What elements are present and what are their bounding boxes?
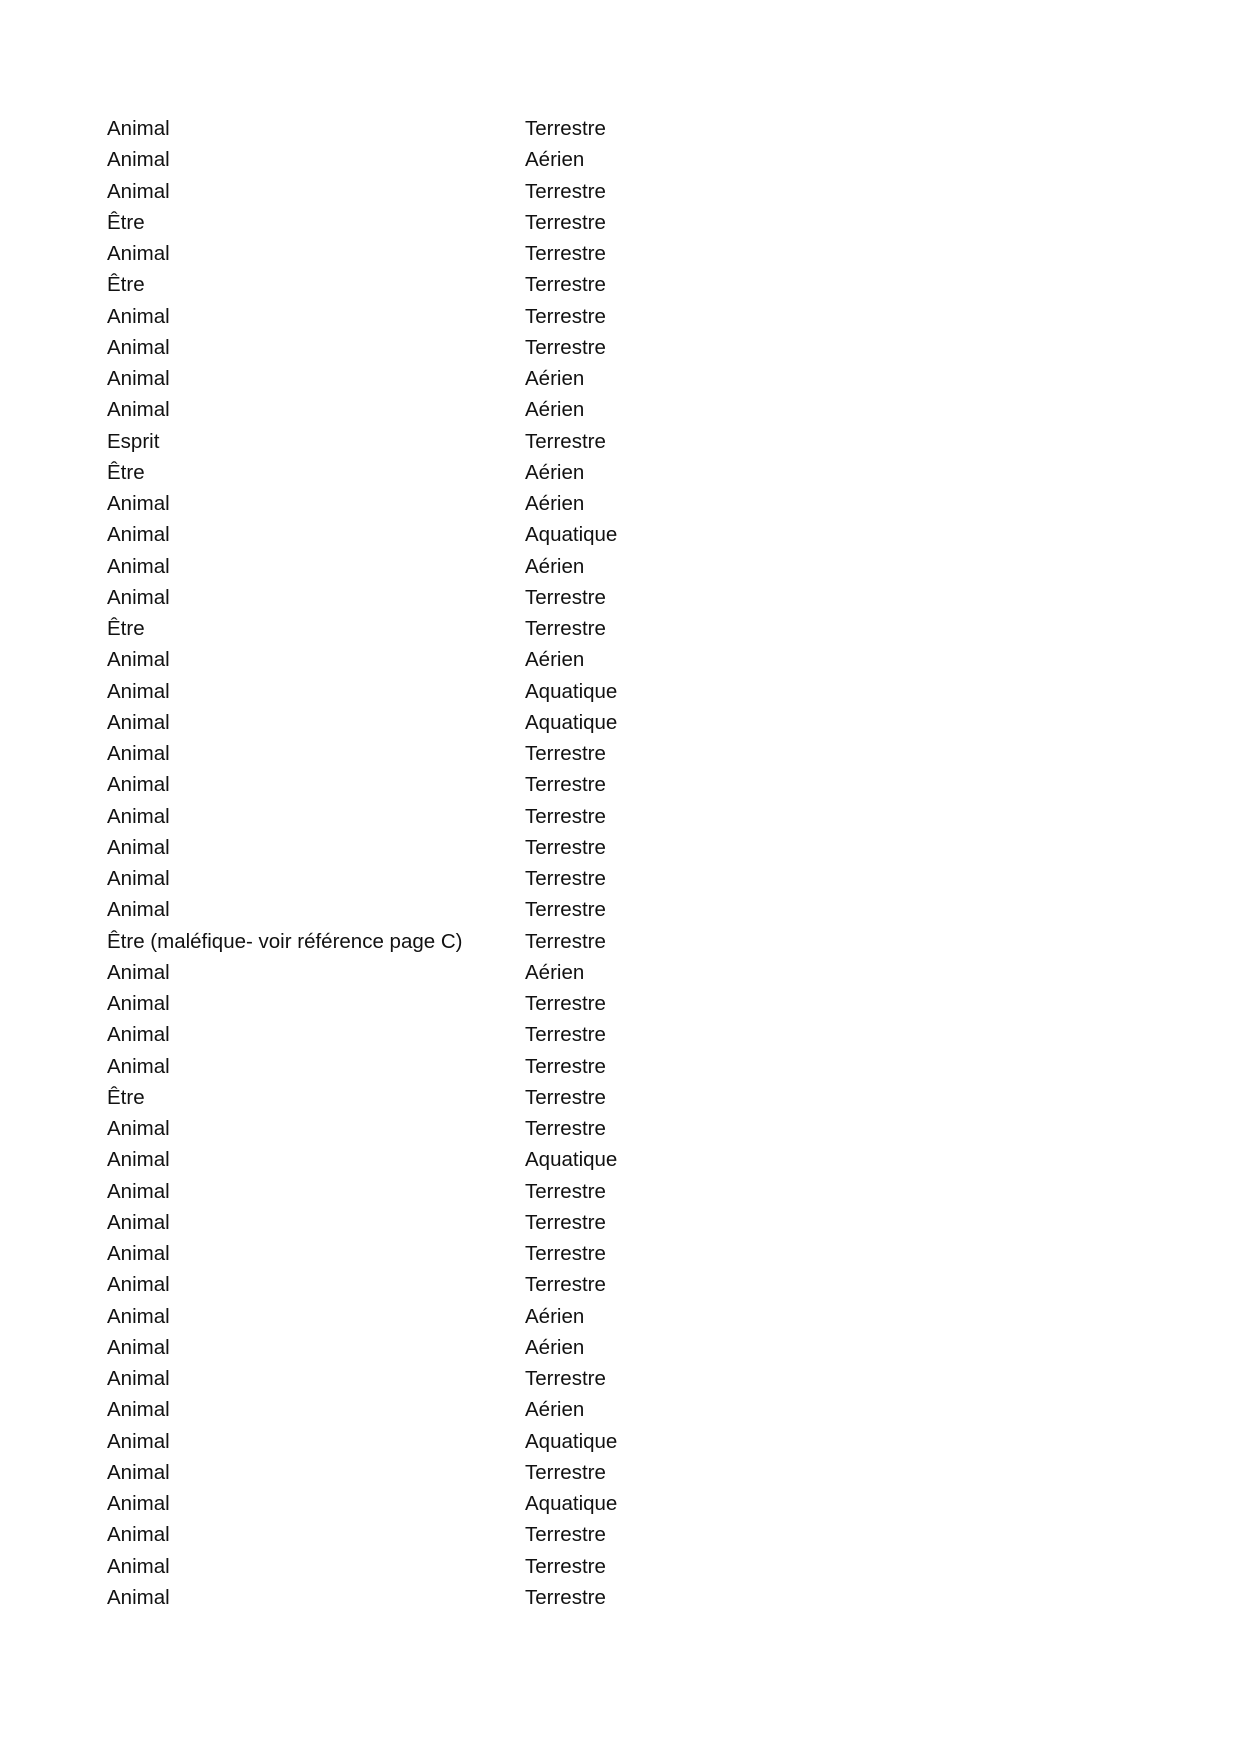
- cell-type: Animal: [107, 992, 170, 1015]
- table-row: [107, 1082, 707, 1113]
- table-row: [107, 1551, 707, 1582]
- cell-habitat: Terrestre: [525, 210, 606, 234]
- cell-habitat: Aquatique: [525, 1492, 618, 1515]
- cell-habitat: Terrestre: [525, 1179, 606, 1203]
- table-row: [107, 1332, 707, 1363]
- cell-type: Animal: [107, 304, 170, 328]
- cell-type: Animal: [107, 1242, 170, 1265]
- table-row: [107, 176, 707, 207]
- cell-habitat: Aérien: [525, 1335, 585, 1359]
- data-table: [107, 113, 707, 1613]
- table-row: [107, 426, 707, 457]
- table-row: [107, 863, 707, 894]
- table-row: [107, 1176, 707, 1207]
- cell-habitat: Terrestre: [525, 804, 606, 828]
- cell-habitat: Aérien: [525, 148, 585, 172]
- cell-habitat: Terrestre: [525, 1273, 606, 1297]
- cell-habitat: Terrestre: [525, 242, 606, 265]
- cell-type: Animal: [107, 367, 170, 390]
- cell-type: Animal: [107, 1210, 170, 1234]
- cell-type: Animal: [107, 398, 170, 422]
- cell-habitat: Terrestre: [525, 992, 606, 1015]
- cell-habitat: Aérien: [525, 460, 585, 484]
- cell-type: Animal: [107, 1554, 170, 1578]
- cell-type: Animal: [107, 1273, 170, 1297]
- cell-habitat: Aquatique: [525, 679, 618, 703]
- cell-habitat: Terrestre: [525, 273, 606, 297]
- cell-type: Animal: [107, 335, 170, 359]
- table-row: [107, 1457, 707, 1488]
- table-row: [107, 582, 707, 613]
- table-row: [107, 1363, 707, 1394]
- cell-type: Animal: [107, 835, 170, 859]
- table-row: [107, 551, 707, 582]
- cell-type: Animal: [107, 1117, 170, 1140]
- cell-habitat: Terrestre: [525, 1242, 606, 1265]
- table-row: [107, 301, 707, 332]
- cell-habitat: Aérien: [525, 648, 585, 672]
- cell-type: Animal: [107, 179, 170, 203]
- cell-habitat: Terrestre: [525, 929, 606, 953]
- table-row: [107, 1019, 707, 1050]
- cell-habitat: Terrestre: [525, 1085, 606, 1109]
- table-row: [107, 1394, 707, 1425]
- cell-habitat: Terrestre: [525, 585, 606, 609]
- cell-habitat: Aquatique: [525, 523, 618, 547]
- cell-type: Animal: [107, 773, 170, 797]
- cell-type: Être: [107, 273, 145, 297]
- table-row: [107, 1519, 707, 1550]
- cell-type: Animal: [107, 1367, 170, 1390]
- cell-habitat: Terrestre: [525, 1117, 606, 1140]
- cell-habitat: Aérien: [525, 398, 585, 422]
- table-row: [107, 1238, 707, 1269]
- cell-type: Animal: [107, 492, 170, 515]
- cell-habitat: Terrestre: [525, 742, 606, 765]
- cell-type: Animal: [107, 710, 170, 734]
- table-row: [107, 801, 707, 832]
- cell-habitat: Terrestre: [525, 1367, 606, 1390]
- table-row: [107, 769, 707, 800]
- cell-type: Animal: [107, 1492, 170, 1515]
- cell-type: Animal: [107, 242, 170, 265]
- table-row: [107, 238, 707, 269]
- cell-habitat: Aérien: [525, 554, 585, 578]
- table-row: [107, 113, 707, 144]
- table-row: [107, 207, 707, 238]
- table-row: [107, 988, 707, 1019]
- table-row: [107, 1144, 707, 1175]
- cell-habitat: Terrestre: [525, 898, 606, 922]
- cell-type: Animal: [107, 960, 170, 984]
- cell-habitat: Terrestre: [525, 1023, 606, 1047]
- cell-type: Animal: [107, 867, 170, 890]
- cell-type: Animal: [107, 1429, 170, 1453]
- cell-type: Être: [107, 210, 145, 234]
- table-row: [107, 269, 707, 300]
- cell-habitat: Terrestre: [525, 1210, 606, 1234]
- table-row: [107, 1113, 707, 1144]
- table-row: [107, 1207, 707, 1238]
- table-row: [107, 144, 707, 175]
- cell-habitat: Aérien: [525, 960, 585, 984]
- cell-habitat: Aérien: [525, 1398, 585, 1422]
- cell-type: Animal: [107, 117, 170, 140]
- table-row: [107, 332, 707, 363]
- table-row: [107, 488, 707, 519]
- cell-habitat: Aérien: [525, 1304, 585, 1328]
- cell-type: Animal: [107, 898, 170, 922]
- cell-habitat: Terrestre: [525, 1460, 606, 1484]
- table-row: [107, 457, 707, 488]
- cell-habitat: Terrestre: [525, 1054, 606, 1078]
- cell-habitat: Terrestre: [525, 304, 606, 328]
- cell-type: Animal: [107, 1304, 170, 1328]
- cell-type: Animal: [107, 1054, 170, 1078]
- cell-habitat: Terrestre: [525, 335, 606, 359]
- cell-type: Animal: [107, 742, 170, 765]
- cell-habitat: Aquatique: [525, 1148, 618, 1172]
- table-row: [107, 894, 707, 925]
- table-row: [107, 707, 707, 738]
- table-row: [107, 394, 707, 425]
- cell-type: Animal: [107, 804, 170, 828]
- table-row: [107, 1582, 707, 1613]
- cell-habitat: Terrestre: [525, 429, 606, 453]
- table-row: [107, 1269, 707, 1300]
- cell-habitat: Terrestre: [525, 867, 606, 890]
- table-row: [107, 957, 707, 988]
- table-row: [107, 832, 707, 863]
- cell-type: Animal: [107, 585, 170, 609]
- cell-type: Animal: [107, 1460, 170, 1484]
- cell-type: Animal: [107, 1335, 170, 1359]
- cell-type: Animal: [107, 1523, 170, 1547]
- cell-type: Animal: [107, 1023, 170, 1047]
- table-row: [107, 519, 707, 550]
- table-row: [107, 738, 707, 769]
- cell-type: Être: [107, 617, 145, 640]
- cell-type: Animal: [107, 1179, 170, 1203]
- cell-habitat: Terrestre: [525, 835, 606, 859]
- cell-habitat: Aquatique: [525, 710, 618, 734]
- cell-type: Animal: [107, 523, 170, 547]
- cell-type: Animal: [107, 1148, 170, 1172]
- table-row: [107, 1301, 707, 1332]
- cell-habitat: Terrestre: [525, 1523, 606, 1547]
- cell-habitat: Aérien: [525, 367, 585, 390]
- cell-habitat: Terrestre: [525, 117, 606, 140]
- cell-type: Animal: [107, 554, 170, 578]
- cell-type: Esprit: [107, 429, 160, 453]
- cell-habitat: Terrestre: [525, 1554, 606, 1578]
- cell-type: Animal: [107, 648, 170, 672]
- table-row: [107, 613, 707, 644]
- table-row: [107, 676, 707, 707]
- table-row: [107, 1426, 707, 1457]
- table-row: [107, 1051, 707, 1082]
- table-row: [107, 363, 707, 394]
- cell-type: Animal: [107, 1585, 170, 1609]
- cell-habitat: Terrestre: [525, 1585, 606, 1609]
- cell-habitat: Aquatique: [525, 1429, 618, 1453]
- cell-type: Animal: [107, 679, 170, 703]
- cell-type: Animal: [107, 1398, 170, 1422]
- cell-type: Animal: [107, 148, 170, 172]
- cell-habitat: Terrestre: [525, 773, 606, 797]
- cell-type: Être (maléfique- voir référence page C): [107, 929, 463, 953]
- cell-habitat: Terrestre: [525, 179, 606, 203]
- cell-habitat: Aérien: [525, 492, 585, 515]
- table-row: [107, 644, 707, 675]
- table-row: [107, 1488, 707, 1519]
- cell-habitat: Terrestre: [525, 617, 606, 640]
- table-row: [107, 926, 707, 957]
- cell-type: Être: [107, 1085, 145, 1109]
- cell-type: Être: [107, 460, 145, 484]
